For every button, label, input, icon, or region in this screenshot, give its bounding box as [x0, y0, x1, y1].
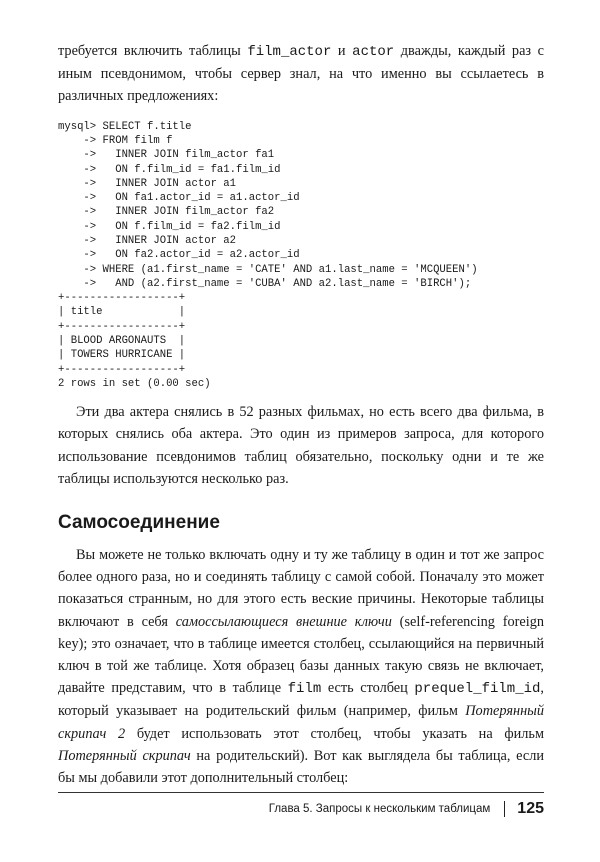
code-line: -> ON f.film_id = fa2.film_id [58, 220, 281, 233]
code-line: mysql> SELECT f.title [58, 120, 192, 133]
code-line: | BLOOD ARGONAUTS | [58, 335, 186, 348]
page-number: 125 [517, 800, 544, 817]
code-line: -> AND (a2.first_name = 'CUBA' AND a2.last_name = 'BIRCH'); [58, 277, 472, 290]
page-content [58, 40, 544, 789]
self-join-text-1: Вы можете не только включать одну и ту же таблицу в один и тот же запрос более одного раза, но и соединять таблицу с самой собой. Поначалу это может показаться странным, но для этого есть веские причины. Некоторые таблицы включают в себя [58, 547, 544, 630]
intro-paragraph [58, 40, 544, 108]
self-join-emphasis-3: Потерянный скрипач [58, 747, 191, 764]
code-line: +------------------+ [58, 292, 186, 305]
code-line: -> WHERE (a1.first_name = 'CATE' AND a1.last_name = 'MCQUEEN') [58, 263, 478, 276]
code-line: | TOWERS HURRICANE | [58, 349, 186, 362]
code-line: -> INNER JOIN actor a1 [58, 177, 237, 190]
code-line: -> FROM film f [58, 134, 173, 147]
self-join-emphasis-1: самоссылающиеся внешние ключи [175, 613, 392, 630]
actors-paragraph: Эти два актера снялись в 52 разных фильмах, но есть всего два фильма, в которых снялись оба актера. Это один из примеров запроса, для которого использование псевдонимов таблиц обязательно, поскольку одни и те же таблицы используются несколько раз. [58, 404, 544, 487]
sql-code-block [58, 120, 544, 392]
section-title: Самосоединение [58, 512, 220, 534]
code-line: +------------------+ [58, 363, 186, 376]
footer-chapter: Глава 5. Запросы к нескольким таблицам [268, 803, 491, 815]
intro-text-2: и [331, 43, 353, 59]
self-join-text-6: на родительский). Вот как выглядела бы таблица, если бы мы добавили этот дополнительный столбец: [58, 747, 544, 787]
self-join-text-3: есть столбец [321, 680, 415, 697]
code-line: -> ON fa2.actor_id = a2.actor_id [58, 249, 300, 262]
code-prequel-film-id: prequel_film_id [414, 681, 541, 698]
code-line: -> INNER JOIN actor a2 [58, 234, 237, 247]
code-film: film [287, 681, 322, 698]
footer-separator [504, 801, 505, 817]
code-line: +------------------+ [58, 320, 186, 333]
self-join-text-2: (self-referencing foreign key); это означает, что в таблице имеется столбец, ссылающийся на первичный ключ в той же таблице. Хотя образец базы данных такую связь не включает, давайте представим, что в таблице [58, 613, 544, 697]
self-join-text-4: , который указывает на родительский фильм (например, фильм [58, 680, 544, 720]
code-film-actor: film_actor [247, 44, 332, 60]
self-join-paragraph [58, 544, 544, 789]
code-line: -> INNER JOIN film_actor fa1 [58, 149, 275, 162]
self-join-text-5: будет использовать этот столбец, чтобы указать на фильм [125, 725, 544, 742]
intro-text-3: дважды, каждый раз с иным псевдонимом, чтобы сервер знал, на что именно вы ссылаетесь в различных предложениях: [58, 43, 544, 105]
page-footer [269, 800, 544, 818]
code-line: 2 rows in set (0.00 sec) [58, 377, 211, 390]
code-line: -> INNER JOIN film_actor fa2 [58, 206, 275, 219]
code-actor: actor [352, 44, 395, 60]
code-line: | title | [58, 306, 186, 319]
footer-rule [58, 792, 544, 793]
code-line: -> ON fa1.actor_id = a1.actor_id [58, 192, 300, 205]
code-line: -> ON f.film_id = fa1.film_id [58, 163, 281, 176]
self-join-emphasis-2: Потерянный скрипач 2 [58, 703, 544, 742]
intro-text-1: требуется включить таблицы [58, 43, 248, 59]
